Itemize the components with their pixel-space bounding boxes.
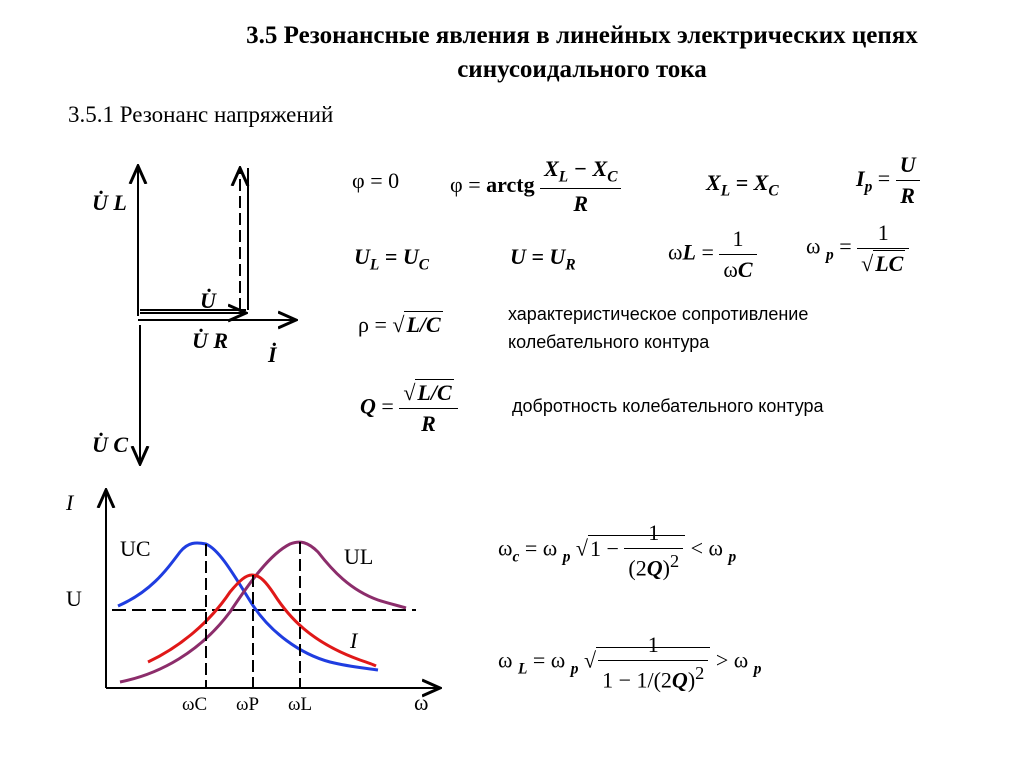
graph-label-omega-p: ωP [236,694,260,715]
graph-label-omega-l: ωL [288,694,313,715]
page-title-line-2 [0,56,1024,84]
section-subtitle: 3.5.1 Резонанс напряжений [68,102,334,127]
formula-omega-l: ωL = $\frac{1}{\omega C}$ [668,226,757,283]
graph-label-i-axis: I [66,490,74,515]
title-line-1: 3.5 Резонансные явления в линейных электрических цепях [246,22,918,49]
q-description: добротность колебательного контура [512,396,824,416]
formula-ip: $I_p$ = $\frac{U}{R}$ [856,152,920,209]
formula-q: Q = $\frac{√L/C}{R}$ [360,380,458,437]
graph-label-omega: ω [414,690,429,715]
title-line-2: синусоидального тока [457,56,707,83]
graph-label-omega-c: ωC [182,694,208,715]
resonance-graph [60,482,460,732]
graph-label-u-level: U [66,586,82,611]
rho-description-line-1: характеристическое сопротивление [508,304,809,324]
graph-label-uc: UC [120,536,151,561]
formula-xl-xc: $X_L = X_C$ [706,170,779,200]
formula-u-ur: $U = U_R$ [510,244,576,274]
page-title [0,22,1024,50]
label-ul: U̇ L [92,190,127,215]
label-i: İ [268,342,277,367]
label-uc: U̇ C [92,432,129,457]
label-u: U̇ [200,288,216,313]
graph-label-i-curve: I [350,628,358,653]
graph-label-ul: UL [344,544,374,569]
formula-phi-zero: φ = 0 [352,168,400,193]
rho-description-line-2: колебательного контура [508,332,710,352]
i-curve [148,575,376,666]
formula-phi-arctg: φ = arctg $\frac{X_L - X_C}{R}$ [450,156,621,217]
formula-omega-l-shift: ω $_L$ = ω $_p$ √ $\frac{1}{1 - 1/(2Q)^2}$ > ω $_p$ [498,632,762,693]
formula-omega-c: $\omega_c = \omega$ $_p$ √1 − $\frac{1}{(2Q)^2}$ < ω $_p$ [498,520,737,581]
formula-ul-uc: $U_L = U_C$ [354,244,429,274]
rho-description [508,300,808,356]
formula-rho: ρ = √L/C [358,312,441,337]
label-ur: U̇ R [192,328,229,353]
formula-omega-p: ω $_p$ = $\frac{1}{√LC}$ [806,220,909,277]
